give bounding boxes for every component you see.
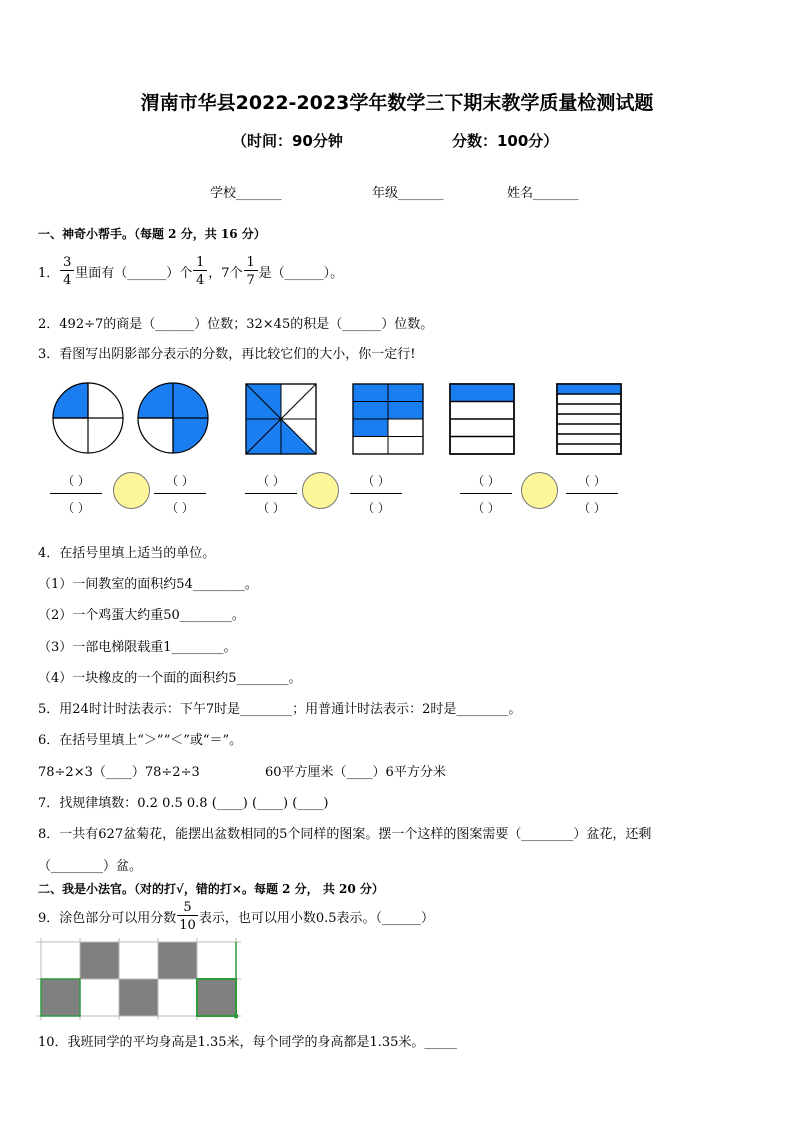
question-4-3: （3）一部电梯限载重1________。 [38,640,237,655]
fraction-1-7 [245,255,257,288]
q1-text-2: ，7个 [208,266,243,281]
question-1 [38,255,343,288]
q3-figures [0,378,794,460]
grade-field[interactable]: 年级_______ [372,186,444,201]
question-6-b: 60平方厘米（____）6平方分米 [265,765,446,780]
numerator: 1 [246,255,255,270]
question-2: 2．492÷7的商是（______）位数；32×45的积是（______）位数。 [38,317,434,332]
fraction-blank[interactable] [566,472,618,516]
school-field[interactable]: 学校_______ [210,186,282,201]
denominator-blank[interactable]: （ ） [362,501,390,515]
question-4-2: （2）一个鸡蛋大约重50________。 [38,608,245,623]
denominator-blank[interactable]: （ ） [257,501,285,515]
denominator: 4 [196,273,205,288]
question-7: 7．找规律填数：0.2 0.5 0.8 (____) (____) (____) [38,796,329,811]
fraction-blank[interactable] [154,472,206,516]
score-label: 分数：100分） [452,132,559,150]
denominator-blank[interactable]: （ ） [166,501,194,515]
numerator-blank[interactable]: （ ） [166,474,194,488]
compare-circle[interactable] [302,472,339,509]
question-10: 10．我班同学的平均身高是1.35米，每个同学的身高都是1.35米。_____ [38,1035,457,1050]
denominator: 10 [179,918,196,933]
numerator: 1 [196,255,205,270]
numerator-blank[interactable]: （ ） [62,474,90,488]
fraction-1-4 [194,255,206,288]
numerator-blank[interactable]: （ ） [257,474,285,488]
question-4-1: （1）一间教室的面积约54________。 [38,577,258,592]
question-4-4: （4）一块橡皮的一个面的面积约5________。 [38,671,302,686]
strips-quarters-figure [450,384,514,454]
q9-checker-grid [36,938,246,1022]
numerator-blank[interactable]: （ ） [472,474,500,488]
fraction-blank[interactable] [50,472,102,516]
grid-eighths-figure [353,384,423,454]
numerator: 5 [183,900,192,915]
circle-quarter-figure [53,383,123,453]
denominator-blank[interactable]: （ ） [62,501,90,515]
numerator-blank[interactable]: （ ） [362,474,390,488]
page-title: 渭南市华县2022-2023学年数学三下期末教学质量检测试题 [140,92,654,114]
question-3: 3．看图写出阴影部分表示的分数，再比较它们的大小，你一定行! [38,347,416,362]
q9-text-2: 表示，也可以用小数0.5表示。（______） [198,911,435,926]
fraction-blank[interactable] [245,472,297,516]
fraction-3-4 [61,255,73,288]
compare-circle[interactable] [521,472,558,509]
denominator: 4 [63,273,72,288]
fraction-blank[interactable] [350,472,402,516]
numerator: 3 [63,255,72,270]
fraction-blank[interactable] [460,472,512,516]
strips-sevenths-figure [557,384,621,454]
question-8-line-1: 8．一共有627盆菊花，能摆出盆数相同的5个同样的图案。摆一个这样的图案需要（________）盆花，还剩 [38,827,652,842]
circle-three-quarters-figure [138,383,208,453]
question-5: 5．用24时计时法表示：下午7时是________；用普通计时法表示：2时是________。 [38,702,522,717]
q9-text-1: 9．涂色部分可以用分数 [38,911,177,926]
numerator-blank[interactable]: （ ） [578,474,606,488]
section-1-heading: 一、神奇小帮手。（每题 2 分，共 16 分） [38,227,266,241]
square-triangles-figure [246,384,316,454]
compare-circle[interactable] [113,472,150,509]
denominator-blank[interactable]: （ ） [578,501,606,515]
section-2-heading: 二、我是小法官。（对的打√，错的打×。每题 2 分， 共 20 分） [38,882,384,896]
q1-text-1: 里面有（______）个 [75,266,193,281]
denominator: 7 [246,273,255,288]
name-field[interactable]: 姓名_______ [507,186,579,201]
denominator-blank[interactable]: （ ） [472,501,500,515]
fraction-5-10 [178,900,197,933]
question-6: 6．在括号里填上“＞”“＜”或“＝”。 [38,733,243,748]
time-label: （时间：90分钟 [232,132,343,150]
question-9 [38,900,434,933]
question-4: 4．在括号里填上适当的单位。 [38,546,216,561]
question-6-a: 78÷2×3（____）78÷2÷3 [38,765,200,780]
q1-text-3: 是（______）。 [258,266,344,281]
q1-number: 1． [38,266,60,281]
question-8-line-2: （________）盆。 [38,859,143,874]
